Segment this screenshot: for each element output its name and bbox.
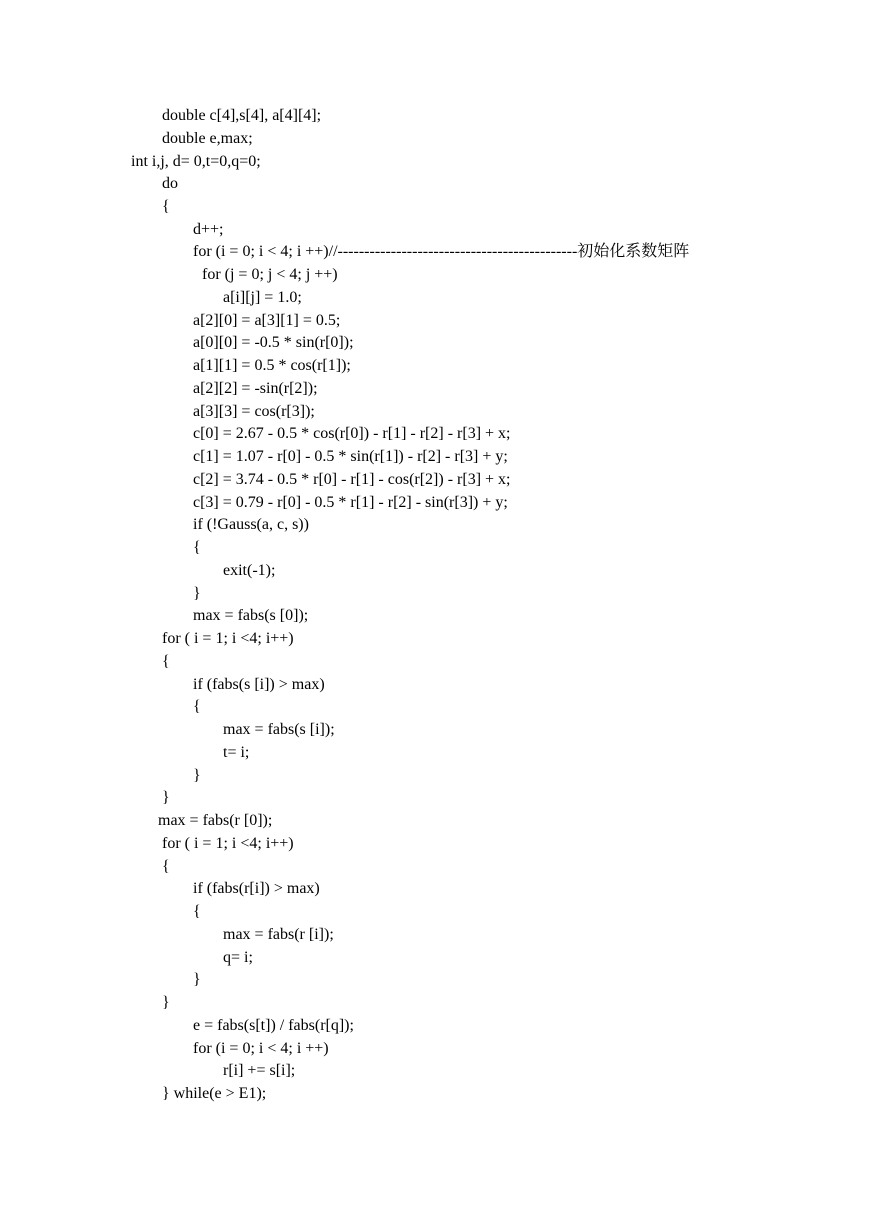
- code-line: for ( i = 1; i <4; i++): [162, 835, 294, 852]
- code-line: a[0][0] = -0.5 * sin(r[0]);: [193, 334, 354, 351]
- code-line: double c[4],s[4], a[4][4];: [162, 107, 322, 124]
- code-line: }: [193, 585, 201, 602]
- code-line: c[0] = 2.67 - 0.5 * cos(r[0]) - r[1] - r[2] - r[3] + x;: [193, 425, 511, 442]
- code-line: int i,j, d= 0,t=0,q=0;: [131, 153, 261, 170]
- code-line: for ( i = 1; i <4; i++): [162, 630, 294, 647]
- code-line: {: [162, 653, 170, 670]
- code-line: if (!Gauss(a, c, s)): [193, 516, 309, 533]
- code-line: for (j = 0; j < 4; j ++): [202, 266, 338, 283]
- code-line: a[2][2] = -sin(r[2]);: [193, 380, 318, 397]
- code-line: for (i = 0; i < 4; i ++): [193, 1040, 329, 1057]
- code-line: e = fabs(s[t]) / fabs(r[q]);: [193, 1017, 354, 1034]
- code-line: a[i][j] = 1.0;: [223, 289, 302, 306]
- code-line: a[1][1] = 0.5 * cos(r[1]);: [193, 357, 351, 374]
- code-line: max = fabs(s [i]);: [223, 721, 335, 738]
- code-line: max = fabs(s [0]);: [193, 607, 309, 624]
- code-line: }: [193, 767, 201, 784]
- code-line-with-comment: for (i = 0; i < 4; i ++)//---------------------------------------------初始化系数矩阵: [193, 243, 690, 260]
- code-line: }: [193, 971, 201, 988]
- code-line: c[1] = 1.07 - r[0] - 0.5 * sin(r[1]) - r[2] - r[3] + y;: [193, 448, 508, 465]
- code-line: }: [162, 789, 170, 806]
- code-line: max = fabs(r [i]);: [223, 926, 334, 943]
- code-line: t= i;: [223, 744, 250, 761]
- code-line: q= i;: [223, 949, 253, 966]
- code-line: c[2] = 3.74 - 0.5 * r[0] - r[1] - cos(r[2]) - r[3] + x;: [193, 471, 511, 488]
- code-line: {: [162, 198, 170, 215]
- code-line: a[2][0] = a[3][1] = 0.5;: [193, 312, 341, 329]
- code-line: {: [162, 858, 170, 875]
- code-line: {: [193, 903, 201, 920]
- code-line: {: [193, 698, 201, 715]
- code-line: d++;: [193, 221, 224, 238]
- code-line: do: [162, 175, 178, 192]
- code-line: {: [193, 539, 201, 556]
- code-line: }: [162, 994, 170, 1011]
- code-line: } while(e > E1);: [162, 1085, 267, 1102]
- code-line: double e,max;: [162, 130, 253, 147]
- code-line: r[i] += s[i];: [223, 1062, 296, 1079]
- code-line: if (fabs(s [i]) > max): [193, 676, 325, 693]
- code-line: exit(-1);: [223, 562, 276, 579]
- code-line: if (fabs(r[i]) > max): [193, 880, 320, 897]
- code-line: a[3][3] = cos(r[3]);: [193, 403, 315, 420]
- code-line: max = fabs(r [0]);: [158, 812, 273, 829]
- code-line: c[3] = 0.79 - r[0] - 0.5 * r[1] - r[2] - sin(r[3]) + y;: [193, 494, 508, 511]
